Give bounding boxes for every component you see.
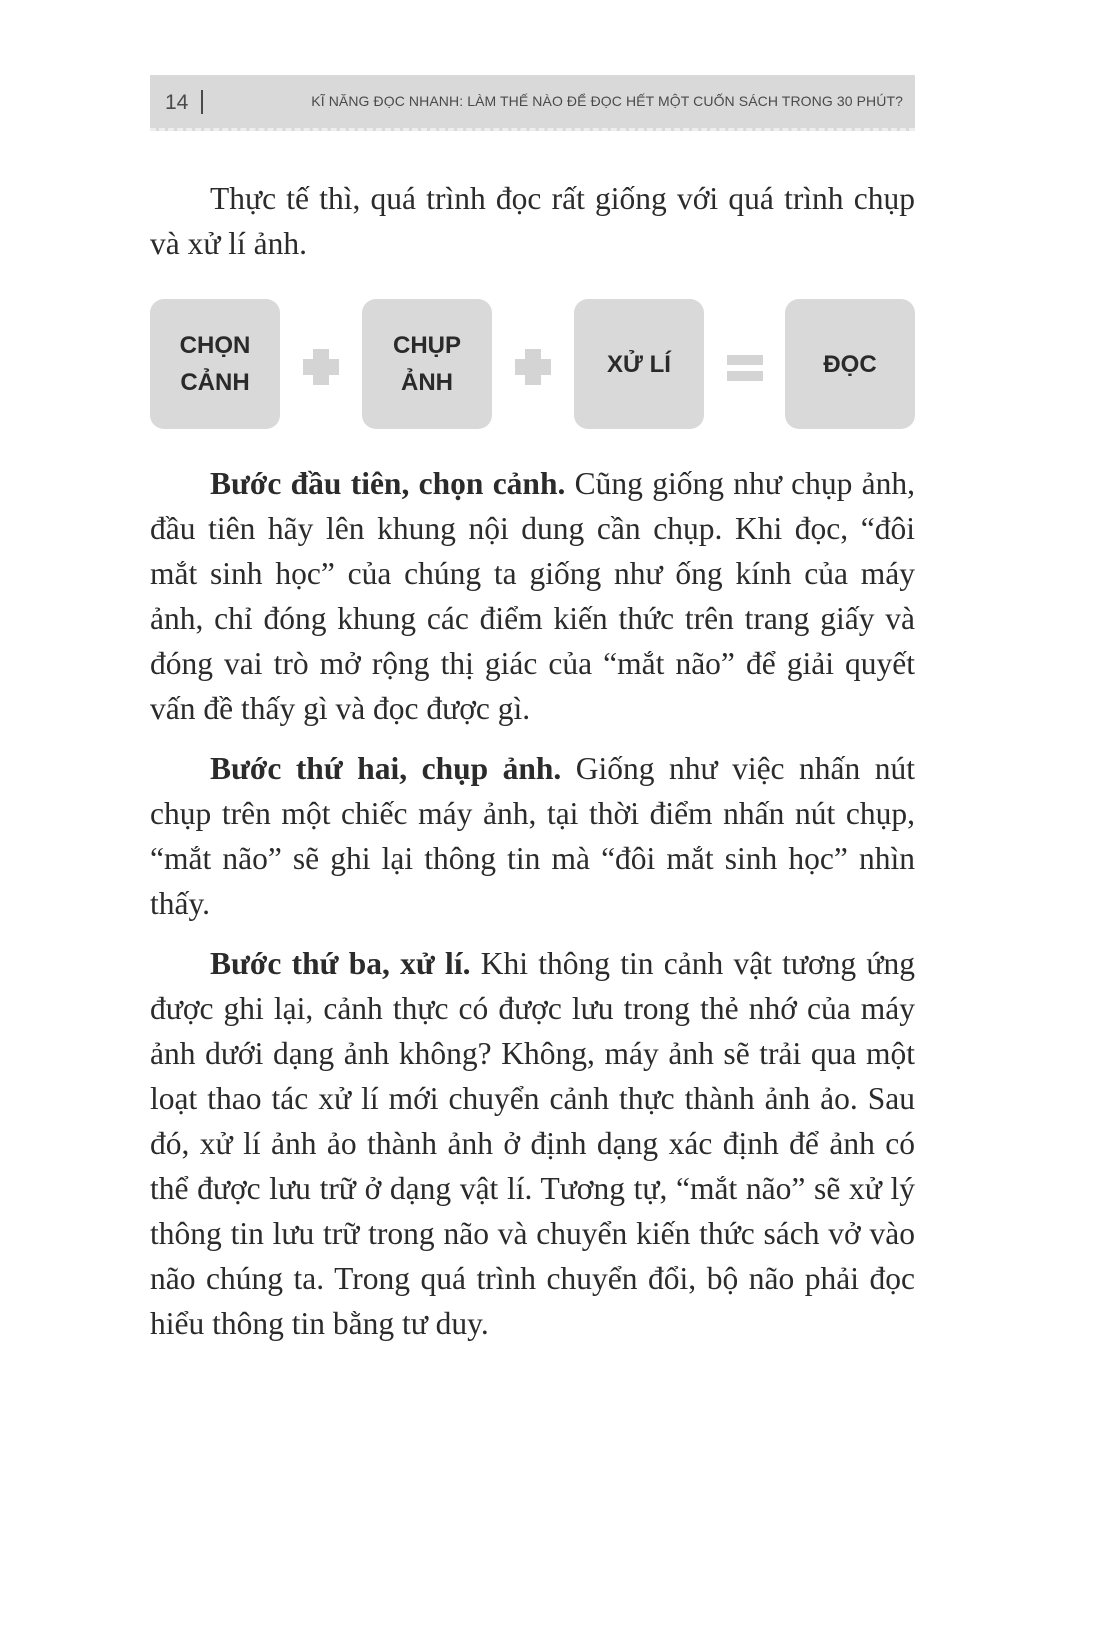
plus-icon: [280, 299, 362, 429]
page-number: 14: [165, 91, 189, 114]
result-box-label: ĐỌC: [823, 350, 877, 378]
running-header: [150, 75, 915, 131]
result-box-reading: [785, 299, 915, 429]
paragraph-step-one: [150, 461, 915, 731]
paragraph-step-three: [150, 941, 915, 1346]
step-box-label: CHỌN: [179, 332, 251, 359]
paragraph-text: Cũng giống như chụp ảnh, đầu tiên hãy lên khung nội dung cần chụp. Khi đọc, “đôi mắt sinh học” của chúng ta giống như ống kính của máy ảnh, chỉ đóng khung các điểm kiến thức trên trang giấy và đóng vai trò mở rộng thị giác của “mắt não” để giải quyết vấn đề thấy gì và đọc được gì.: [150, 466, 915, 726]
step-box-label: XỬ LÍ: [607, 350, 671, 378]
paragraph-text: Khi thông tin cảnh vật tương ứng được ghi lại, cảnh thực có được lưu trong thẻ nhớ của máy ảnh dưới dạng ảnh không? Không, máy ảnh sẽ trải qua một loạt thao tác xử lí mới chuyển cảnh thực thành ảnh ảo. Sau đó, xử lí ảnh ảo thành ảnh ở định dạng xác định để ảnh có thể được lưu trữ ở dạng vật lí. Tương tự, “mắt não” sẽ xử lý thông tin lưu trữ trong não và chuyển kiến thức sách vở vào não chúng ta. Trong quá trình chuyển đổi, bộ não phải đọc hiểu thông tin bằng tư duy.: [150, 946, 915, 1341]
step-box-take-photo: [362, 299, 492, 429]
step-box-choose-scene: [150, 299, 280, 429]
paragraph-step-two: [150, 746, 915, 926]
paragraph-lead: Bước đầu tiên, chọn cảnh.: [210, 466, 566, 501]
paragraph-text: Giống như việc nhấn nút chụp trên một chiếc máy ảnh, tại thời điểm nhấn nút chụp, “mắt não” sẽ ghi lại thông tin mà “đôi mắt sinh học” nhìn thấy.: [150, 751, 915, 921]
body-text: [150, 461, 915, 1361]
equals-icon: [704, 299, 786, 429]
step-box-label: ẢNH: [400, 369, 453, 396]
reading-process-diagram: [150, 299, 915, 429]
step-box-process: [574, 299, 704, 429]
book-title: KĨ NĂNG ĐỌC NHANH: LÀM THẾ NÀO ĐỂ ĐỌC HẾT MỘT CUỐN SÁCH TRONG 30 PHÚT?: [311, 93, 903, 109]
step-box-label: CHỤP: [392, 332, 461, 359]
intro-paragraph: Thực tế thì, quá trình đọc rất giống với quá trình chụp và xử lí ảnh.: [150, 181, 915, 261]
paragraph-lead: Bước thứ hai, chụp ảnh.: [210, 751, 562, 786]
step-box-label: CẢNH: [180, 369, 250, 396]
paragraph-lead: Bước thứ ba, xử lí.: [210, 946, 471, 981]
header-divider: [201, 90, 203, 114]
plus-icon: [492, 299, 574, 429]
